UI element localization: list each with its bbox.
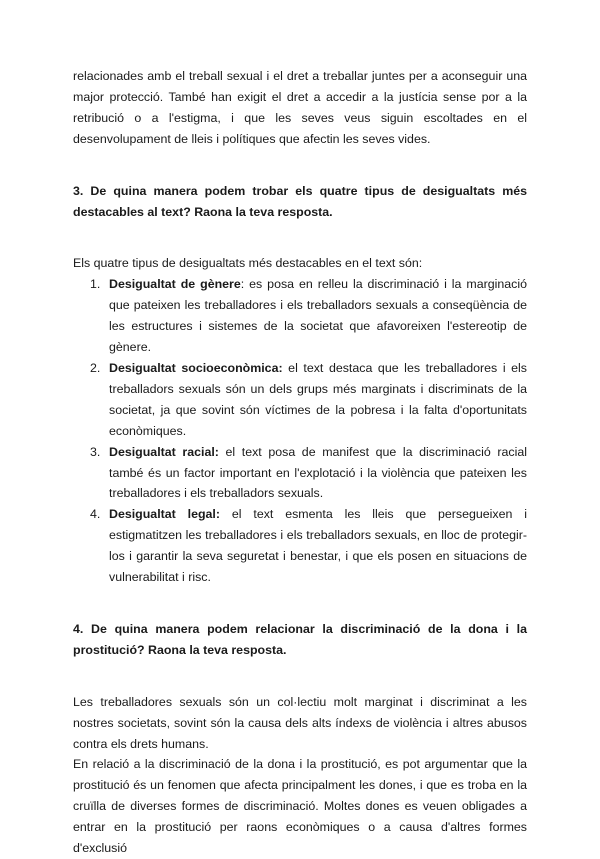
answer-4-paragraph-2: En relació a la discriminació de la dona i la prostitució, es pot argumentar que la prostitució és un fenomen que afecta principalment les dones, i que es troba en la cruïlla de diverses formes de discriminació. Moltes dones es veuen obligades a entrar en la prostitució per raons econòmiques o a causa d'altres formes d'exclusió	[73, 757, 527, 856]
list-item	[73, 504, 527, 588]
list-item	[73, 442, 527, 505]
list-item-number: 2.	[90, 360, 101, 375]
inequality-list	[73, 274, 527, 588]
intro-paragraph: relacionades amb el treball sexual i el dret a treballar juntes per a aconseguir una major protecció. També han exigit el dret a accedir a la justícia sense por a la retribució o a l'estigma, i que les seves veus siguin escoltades en el desenvolupament de lleis i polítiques que afectin les seves vides.	[73, 69, 527, 146]
answer-4-paragraph-1: Les treballadores sexuals són un col·lectiu molt marginat i discriminat a les nostres societats, sovint són la causa dels alts índexs de violència i altres abusos contra els drets humans.	[73, 694, 527, 751]
question-4-heading: 4. De quina manera podem relacionar la discriminació de la dona i la prostitució? Raona la teva resposta.	[73, 621, 527, 657]
answer-3-intro: Els quatre tipus de desigualtats més destacables en el text són:	[73, 256, 423, 271]
list-item-term: Desigualtat legal:	[109, 507, 221, 522]
list-item-number: 3.	[90, 444, 101, 459]
list-item-text: : es posa en relleu la discriminació i la marginació que pateixen les treballadores i els treballadors sexuals a conseqüència de les estructures i sistemes de la societat que afavoreixen l'estereotip de gènere.	[109, 277, 527, 355]
list-item-number: 4.	[90, 507, 101, 522]
list-item-term: Desigualtat socioeconòmica:	[109, 360, 283, 375]
list-item-text: el text destaca que les treballadores i els treballadors sexuals són un dels grups més marginats i discriminats de la societat, ja que sovint són víctimes de la pobresa i la falta d'oportunitats econòmiques.	[109, 360, 527, 438]
list-item-number: 1.	[90, 277, 101, 292]
list-item	[73, 358, 527, 442]
list-item-term: Desigualtat de gènere	[109, 277, 241, 292]
list-item-text: el text posa de manifest que la discriminació racial també és un factor important en l'explotació i la violència que pateixen les treballadores i els treballadors sexuals.	[109, 444, 527, 501]
list-item-term: Desigualtat racial:	[109, 444, 219, 459]
list-item-text: el text esmenta les lleis que persegueixen i estigmatitzen les treballadores i els treballadors sexuals, en lloc de protegir-los i garantir la seva seguretat i benestar, i que els posen en situacions de vulnerabilitat i risc.	[109, 507, 528, 585]
question-3-heading: 3. De quina manera podem trobar els quatre tipus de desigualtats més destacables al text? Raona la teva resposta.	[73, 183, 527, 219]
list-item	[73, 274, 527, 358]
document-page	[73, 66, 527, 859]
